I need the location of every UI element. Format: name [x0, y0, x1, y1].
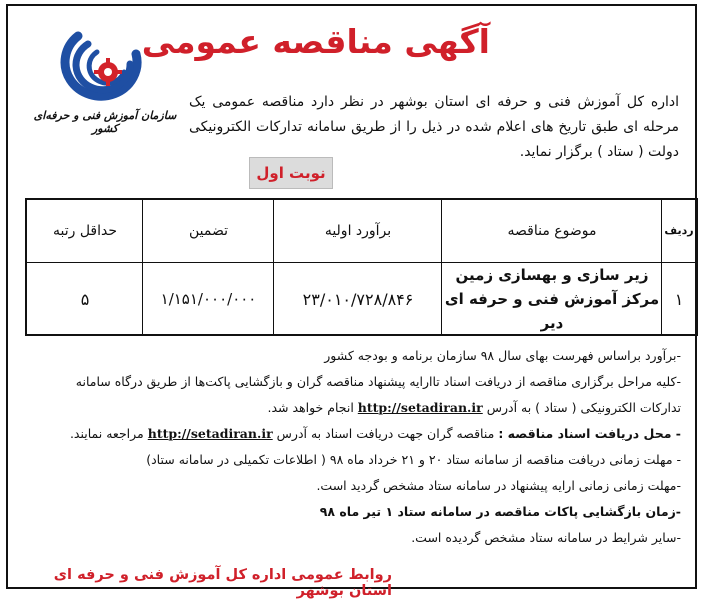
note-submit-deadline: -مهلت زمانی زمانی ارایه پیشنهاد در سامانه ستاد مشخص گردید است.	[316, 478, 681, 493]
cell-estimate: ۲۳/۰۱۰/۷۲۸/۸۴۶	[302, 289, 414, 309]
tender-table	[25, 198, 698, 336]
tender-notice	[6, 4, 697, 599]
cell-guarantee: ۱/۱۵۱/۰۰۰/۰۰۰	[160, 290, 257, 308]
note-process-address	[21, 398, 681, 418]
header-estimate: برآورد اولیه	[324, 223, 392, 239]
intro-paragraph: اداره کل آموزش فنی و حرفه ای استان بوشهر در نظر دارد مناقصه عمومی یک مرحله ای طبق تاریخ های اعلام شده در ذیل را از طریق سامانه تدارکات الکترونیکی دولت ( ستاد ) برگزار نماید.	[189, 94, 679, 160]
note-documents-location	[21, 424, 681, 444]
footer-public-relations: روابط عمومی اداره کل آموزش فنی و حرفه ای استان بوشهر	[53, 567, 392, 599]
note-process-address-post: انجام خواهد شد.	[267, 400, 354, 415]
cell-min-rank: ۵	[80, 289, 90, 309]
turn-badge: نوبت اول	[249, 157, 333, 189]
note-receive-deadline: - مهلت زمانی دریافت مناقصه از سامانه ستاد ۲۰ و ۲۱ خرداد ماه ۹۸ ( اطلاعات تکمیلی در سامانه ستاد)	[146, 452, 681, 467]
header-subject: موضوع مناقصه	[507, 223, 597, 239]
header-row-number: ردیف	[664, 224, 694, 237]
organization-logo-icon	[48, 28, 158, 106]
cell-subject: زیر سازی و بهسازی زمین مرکز آموزش فنی و حرفه ای دیر	[444, 266, 660, 332]
organization-name: سازمان آموزش فنی و حرفه‌ای کشور	[33, 109, 177, 135]
note-documents-post: مراجعه نمایند.	[69, 426, 144, 441]
setadiran-link-2[interactable]: http://setadiran.ir	[147, 426, 273, 441]
note-documents-text: مناقصه گران جهت دریافت اسناد به آدرس	[276, 426, 495, 441]
cell-row-number: ۱	[674, 289, 684, 309]
header-min-rank: حداقل رتبه	[52, 223, 118, 239]
setadiran-link[interactable]: http://setadiran.ir	[357, 400, 483, 415]
header-guarantee: تضمین	[188, 223, 228, 239]
note-opening-date: -زمان بازگشایی پاکات مناقصه در سامانه ستاد ۱ تیر ماه ۹۸	[319, 504, 681, 519]
note-process-address-text: تدارکات الکترونیکی ( ستاد ) به آدرس	[486, 400, 681, 415]
note-other-conditions: -سایر شرایط در سامانه ستاد مشخص گردیده است.	[411, 530, 681, 545]
notice-title: آگهی مناقصه عمومی	[141, 22, 490, 61]
note-estimate-basis: -برآورد براساس فهرست بهای سال ۹۸ سازمان برنامه و بودجه کشور	[324, 348, 681, 363]
note-process: -کلیه مراحل برگزاری مناقصه از دریافت اسناد تاارایه پیشنهاد مناقصه گران و بازگشایی پاکت‌ها از طریق درگاه سامانه	[75, 374, 681, 389]
note-documents-label: - محل دریافت اسناد مناقصه :	[498, 426, 681, 441]
